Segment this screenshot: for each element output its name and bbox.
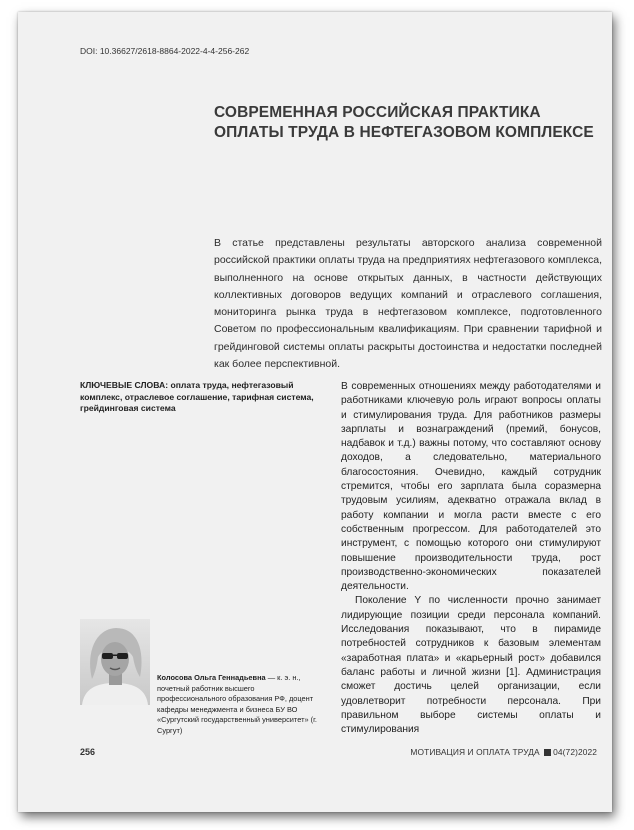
article-title: СОВРЕМЕННАЯ РОССИЙСКАЯ ПРАКТИКА ОПЛАТЫ ТРУДА В НЕФТЕГАЗОВОМ КОМПЛЕКСЕ	[214, 104, 594, 141]
author-portrait-image	[80, 619, 150, 705]
author-info	[157, 673, 322, 737]
doi-label: DOI: 10.36627/2618-8864-2022-4-4-256-262	[80, 46, 250, 56]
journal-issue: 04(72)2022	[553, 747, 597, 757]
author-name: Колосова Ольга Геннадьевна	[157, 673, 266, 682]
body-paragraph: Поколение Y по численности прочно занимает лидирующие позиции среди персонала компаний. Исследования показывают, что в пирамиде потребностей сотрудников к базовым элементам «заработная плата» и «карьерный рост» добавился баланс работы и личной жизни [1]. Администрация сможет достичь целей организации, если удовлетворит потребности персонала. При правильном выборе системы оплаты и стимулирования	[341, 595, 601, 736]
author-photo	[80, 619, 150, 705]
article-body	[341, 380, 601, 737]
journal-name: МОТИВАЦИЯ И ОПЛАТА ТРУДА	[410, 747, 540, 757]
author-details: — к. э. н., почетный работник высшего профессионального образования РФ, доцент кафедры менеджмента и бизнеса БУ ВО «Сургутский государственный университет» (г. Сургут)	[157, 673, 317, 735]
page-number: 256	[80, 747, 96, 757]
keywords: КЛЮЧЕВЫЕ СЛОВА: оплата труда, нефтегазовый комплекс, отраслевое соглашение, тарифная система, грейдинговая система	[80, 380, 314, 413]
journal-footer	[410, 747, 597, 757]
article-abstract: В статье представлены результаты авторского анализа современной российской практики оплаты труда на предприятиях нефтегазового комплекса, выполненного на основе открытых данных, в частности действующих коллективных договоров ведущих компаний и отраслевого соглашения, мониторинга рынка труда в нефтегазовом комплексе, подготовленного Советом по профессиональным квалификациям. При сравнении тарифной и грейдинговой системы оплаты раскрыты достоинства и недостатки последней как более перспективной.	[214, 237, 602, 371]
body-paragraph: В современных отношениях между работодателями и работниками ключевую роль играют вопросы оплаты и стимулирования труда. Для работников размеры зарплаты и вознаграждений (премий, бонусов, надбавок и т.д.) важны потому, что составляют основу доходов, а следовательно, материального благосостояния. Очевидно, каждый сотрудник стремится, чтобы его зарплата была соразмерна трудовым усилиям, адекватно отражала вклад в работу компании и могла расти вместе с его собственным прогрессом. Для работодателей это инструмент, с помощью которого они стимулируют повышение производительности труда, рост производственно-экономических показателей деятельности.	[341, 381, 601, 593]
journal-page	[18, 12, 612, 812]
square-separator-icon	[544, 749, 551, 756]
